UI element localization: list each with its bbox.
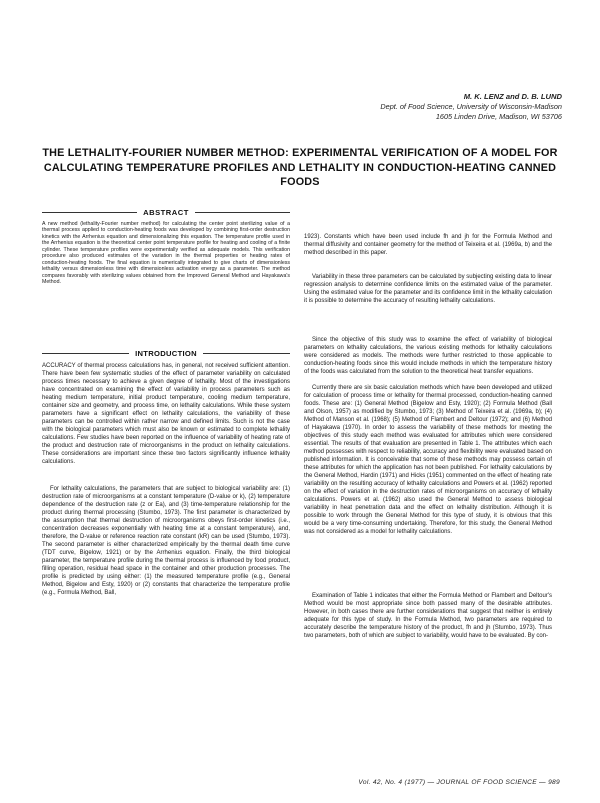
- rule-left: [42, 212, 137, 213]
- left-column: [42, 208, 290, 775]
- affiliation: Dept. of Food Science, University of Wisconsin-Madison: [380, 102, 562, 111]
- intro-paragraph-6: Currently there are six basic calculation methods which have been developed and utilized for calculation of process time or lethality for thermal processed, conduction-heating canned foods. These are: (1) General Method (Bigelow and Esty, 1920); (2) Formula Method (Ball and Olson, 1957) as modified by Stumbo, 1973; (3) Method of Teixeira et al. (1969a, b); (4) Method of Manson et al. (1968); (5) Method of Flambert and Deltour (1972); and (6) Method of Hayakawa (1970). In order to assess the variability of these methods for meeting the objectives of this study each method was evaluated for attributes which were considered essential. The results of that evaluation are presented in Table 1. The attributes which each method possesses with respect to reliability, accuracy and flexibility were evaluated based on published information. It is conceivable that some of these methods may possess certain of these attributes for which the application has not been published. For lethality calculations by the General Method, Hardin (1971) and Hicks (1951) commented on the effect of heating rate variability on the resulting accuracy of lethality calculations and Powers et al. (1962) reported on the effect of variation in the destruction rates of microorganisms on accuracy of lethality calculations. Powers et al. (1962) also used the General Method to assess biological variability in heat penetration data and the effect on lethality distribution. Although it is possible to work through the General Method for this type of study, it is obvious that this would be a very time-consuming undertaking. Therefore, for this study, the General Method was not considered as a model for lethality calculations.: [304, 385, 552, 535]
- address: 1605 Linden Drive, Madison, WI 53706: [435, 112, 562, 121]
- abstract-text: A new method (lethality-Fourier number method) for calculating the center point sterilizing value of a thermal process applied to conduction-heating foods was developed by combining first-order destruction kinetics with the Arrhenius equation and dimensionalizing this equation. The temperature profile used in the Arrhenius equation is the theoretical center point temperature profile for heating and cooling of a finite cylinder. These temperature profiles were experimentally verified as adequate models. This verification procedure also produced estimates of the variation in the thermal properties or heating rates of conduction-heating foods. The final equation is numerically integrated to give charts of dimensionless lethality versus dimensionless time with dimensionless activation energy as a parameter. The method compares favorably with sterilizing values obtained from the Improved General Method and Hayakawa's Method.: [42, 221, 290, 286]
- page-footer: Vol. 42, No. 4 (1977) — JOURNAL OF FOOD SCIENCE — 989: [358, 779, 560, 786]
- introduction-heading-row: [42, 349, 290, 358]
- author-block: [380, 92, 562, 122]
- intro-paragraph-2: For lethality calculations, the parameters that are subject to biological variability are: (1) destruction rate of microorganisms at a constant temperature (D-value or k), (2) temperature dependence of the destruction rate (z or Ea), and (3) time-temperature relationship for the product during thermal processing (Stumbo, 1973). The first parameter is characterized by the assumption that thermal destruction of microorganisms obeys first-order kinetics (i.e., concentration decreases exponentially with heating time at a constant temperature), and, therefore, the D-value or reference reaction rate constant (kR) can be used (Stumbo, 1973). The second parameter is either characterized empirically by the thermal death time curve (TDT curve, Bigelow, 1921) or by the Arrhenius equation. Finally, the third biological parameter, the temperature profile during the thermal process is influenced by food product, filling operation, residual head space in the container and other production processes. The profile is predicted by using either: (1) the measured temperature profile (e.g., General Method, Bigelow and Esty, 1920) or (2) constants that characterize the temperature profile (e.g., Formula Method, Ball,: [42, 486, 290, 596]
- intro-paragraph-3: 1923). Constants which have been used include fh and jh for the Formula Method and thermal diffusivity and container geometry for the method of Teixeira et al. (1969a, b) and the method described in this paper.: [304, 234, 552, 256]
- author-names: M. K. LENZ and D. B. LUND: [463, 92, 562, 101]
- paper-title: THE LETHALITY-FOURIER NUMBER METHOD: EXPERIMENTAL VERIFICATION OF A MODEL FOR CALCULATING TEMPERATURE PROFILES AND LETHALITY IN CONDUCTION-HEATING CANNED FOODS: [42, 147, 558, 189]
- intro-paragraph-5: Since the objective of this study was to examine the effect of variability of biological parameters on lethality calculations, the various existing methods for lethality calculations were considered as models. The methods were further restricted to those applicable to conduction-heating foods since this would include methods in which the temperature history of the foods was calculated from the solution to the theoretical heat transfer equations.: [304, 337, 552, 375]
- abstract-heading-row: [42, 208, 290, 217]
- intro-paragraph-4: Variability in these three parameters can be calculated by subjecting existing data to linear regression analysis to determine confidence limits on the estimated value of the parameter. Using the estimated value for the parameter and its confidence limit in the lethality calculation it is possible to determine the accuracy of resulting lethality calculations.: [304, 274, 552, 304]
- introduction-heading: INTRODUCTION: [135, 349, 197, 358]
- rule-left: [42, 353, 129, 354]
- right-column: [304, 233, 552, 720]
- intro-paragraph-7: Examination of Table 1 indicates that either the Formula Method or Flambert and Deltour's Method would be most appropriate since both passed many of the desirable attributes. However, in both cases there are further considerations that suggest that neither is entirely adequate for this type of study. In the Formula Method, two parameters are required to accurately describe the temperature history of the product, fh and jh (Stumbo, 1973). Thus two parameters, both of which are subject to variability, would have to be evaluated. By con-: [304, 593, 552, 639]
- rule-right: [203, 353, 290, 354]
- rule-right: [195, 212, 290, 213]
- abstract-heading: ABSTRACT: [143, 208, 189, 217]
- intro-paragraph-1: ACCURACY of thermal process calculations has, in general, not received sufficient attention. There have been few systematic studies of the effect of parameter variability on calculated process times necessary to achieve a given degree of lethality. Most of the investigations have concentrated on examining the effect of variability in process parameters such as heating medium temperature, initial product temperature, cooling medium temperature, container size and geometry, and process time, on lethality calculations. While these system parameters have a significant effect on lethality calculations, the variability of these parameters can be controlled within rather narrow and defined limits. Such is not the case with the biological parameters which must also be known or estimated to complete lethality calculations. Few studies have been reported on the influence of variability of heating rate of the product and destruction rate of microorganisms in the product on lethality calculations. These considerations are important since these two factors significantly influence lethality calculations.: [42, 363, 290, 465]
